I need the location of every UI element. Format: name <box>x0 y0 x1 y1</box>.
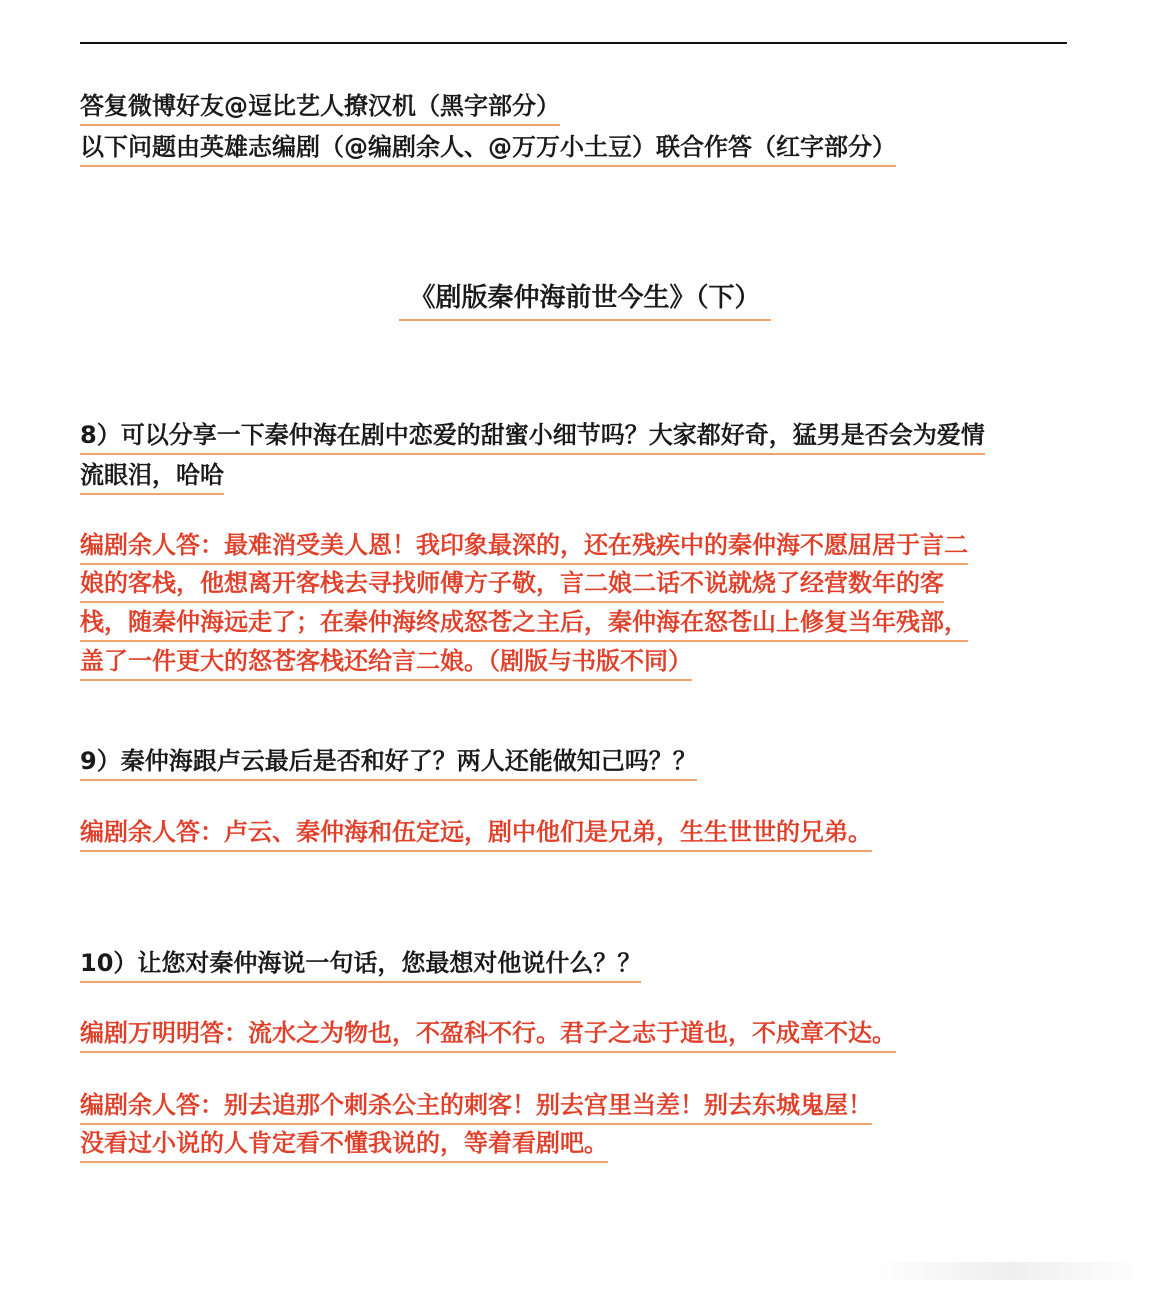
q10-answer-wan: 编剧万明明答：流水之为物也，不盈科不行。君子之志于道也，不成章不达。 <box>80 1017 896 1053</box>
q8-answer-line-1: 编剧余人答：最难消受美人恩！我印象最深的，还在残疾中的秦仲海不愿屈居于言二 <box>80 529 968 565</box>
q8-answer-line-2: 娘的客栈，他想离开客栈去寻找师傅方子敬，言二娘二话不说就烧了经营数年的客 <box>80 567 944 603</box>
q8-answer-line-4: 盖了一件更大的怒苍客栈还给言二娘。（剧版与书版不同） <box>80 645 692 681</box>
q9-question: 9）秦仲海跟卢云最后是否和好了？两人还能做知己吗？？ <box>80 745 697 781</box>
q10-answer-yu-line-1: 编剧余人答：别去追那个刺杀公主的刺客！别去宫里当差！别去东城鬼屋！ <box>80 1089 872 1125</box>
q9-answer: 编剧余人答：卢云、秦仲海和伍定远，剧中他们是兄弟，生生世世的兄弟。 <box>80 816 872 852</box>
q10-question: 10）让您对秦仲海说一句话，您最想对他说什么？？ <box>80 947 641 983</box>
top-divider <box>80 42 1067 44</box>
intro-line-1: 答复微博好友@逗比艺人撩汉机（黑字部分） <box>80 90 560 126</box>
watermark <box>870 1262 1150 1280</box>
article-title: 《剧版秦仲海前世今生》（下） <box>0 281 1170 321</box>
q10-answer-yu-line-2: 没看过小说的人肯定看不懂我说的，等着看剧吧。 <box>80 1127 608 1163</box>
q8-question-line-2: 流眼泪，哈哈 <box>80 459 224 495</box>
intro-line-2: 以下问题由英雄志编剧（@编剧余人、@万万小土豆）联合作答（红字部分） <box>80 131 896 167</box>
q8-answer-line-3: 栈，随秦仲海远走了；在秦仲海终成怒苍之主后，秦仲海在怒苍山上修复当年残部， <box>80 606 968 642</box>
q8-question-line-1: 8）可以分享一下秦仲海在剧中恋爱的甜蜜小细节吗？大家都好奇，猛男是否会为爱情 <box>80 419 985 455</box>
